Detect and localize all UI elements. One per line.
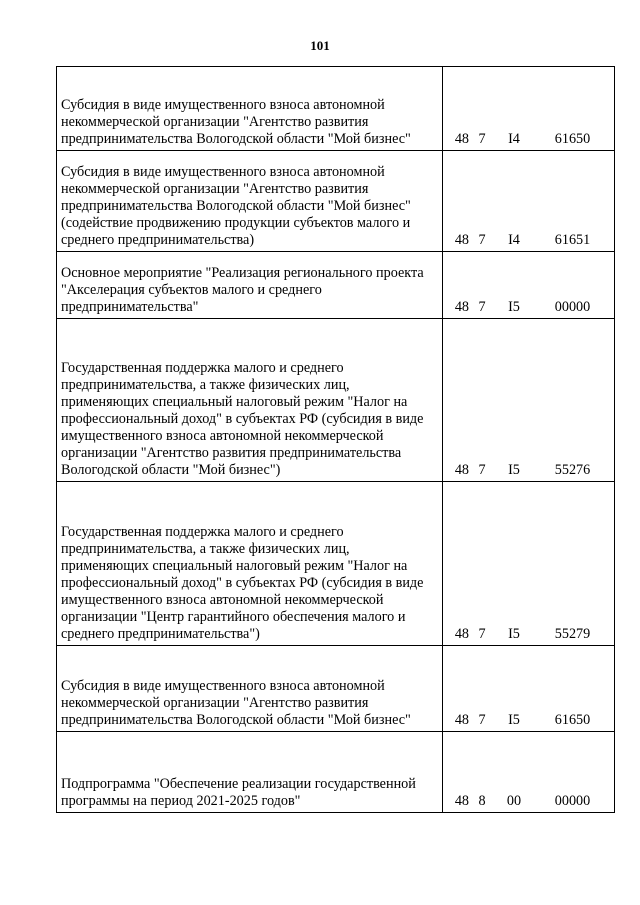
table-row [57, 151, 615, 252]
cell-code-3: I5 [493, 482, 535, 646]
table-row [57, 252, 615, 319]
table-row [57, 646, 615, 732]
page-number: 101 [310, 38, 330, 53]
cell-code-1: 48 [443, 732, 472, 813]
cell-code-3: I5 [493, 319, 535, 482]
row-name: Подпрограмма "Обеспечение реализации государственной программы на период 2021-2025 годов" [57, 732, 443, 813]
cell-code-4: 61650 [535, 67, 615, 151]
cell-code-1: 48 [443, 646, 472, 732]
cell-code-4: 00000 [535, 252, 615, 319]
table-row [57, 482, 615, 646]
row-name: Основное мероприятие "Реализация регионального проекта "Акселерация субъектов малого и среднего предпринимательства" [57, 252, 443, 319]
cell-code-3: I5 [493, 252, 535, 319]
cell-code-1: 48 [443, 252, 472, 319]
cell-code-4: 00000 [535, 732, 615, 813]
row-name: Государственная поддержка малого и среднего предпринимательства, а также физических лиц, применяющих специальный налоговый режим "Налог на профессиональный доход" в субъектах РФ (субсидия в виде имущественного взноса автономной некоммерческой организации "Центр гарантийного обеспечения малого и среднего предпринимательства") [57, 482, 443, 646]
cell-code-2: 7 [471, 319, 493, 482]
table-row [57, 732, 615, 813]
table-row [57, 67, 615, 151]
row-name: Субсидия в виде имущественного взноса автономной некоммерческой организации "Агентство развития предпринимательства Вологодской области "Мой бизнес" [57, 67, 443, 151]
cell-code-1: 48 [443, 319, 472, 482]
cell-code-1: 48 [443, 151, 472, 252]
cell-code-3: I4 [493, 151, 535, 252]
cell-code-3: I5 [493, 646, 535, 732]
cell-code-2: 7 [471, 252, 493, 319]
row-name: Государственная поддержка малого и среднего предпринимательства, а также физических лиц, применяющих специальный налоговый режим "Налог на профессиональный доход" в субъектах РФ (субсидия в виде имущественного взноса автономной некоммерческой организации "Агентство развития предпринимательства Вологодской области "Мой бизнес") [57, 319, 443, 482]
cell-code-2: 7 [471, 646, 493, 732]
cell-code-4: 55279 [535, 482, 615, 646]
row-name: Субсидия в виде имущественного взноса автономной некоммерческой организации "Агентство развития предпринимательства Вологодской области "Мой бизнес" (содействие продвижению продукции субъектов малого и среднего предпринимательства) [57, 151, 443, 252]
cell-code-1: 48 [443, 482, 472, 646]
cell-code-2: 7 [471, 151, 493, 252]
cell-code-4: 61651 [535, 151, 615, 252]
cell-code-4: 61650 [535, 646, 615, 732]
budget-table [56, 66, 615, 813]
cell-code-3: I4 [493, 67, 535, 151]
table-row [57, 319, 615, 482]
cell-code-2: 7 [471, 67, 493, 151]
cell-code-3: 00 [493, 732, 535, 813]
cell-code-2: 7 [471, 482, 493, 646]
cell-code-2: 8 [471, 732, 493, 813]
cell-code-1: 48 [443, 67, 472, 151]
cell-code-4: 55276 [535, 319, 615, 482]
row-name: Субсидия в виде имущественного взноса автономной некоммерческой организации "Агентство развития предпринимательства Вологодской области "Мой бизнес" [57, 646, 443, 732]
